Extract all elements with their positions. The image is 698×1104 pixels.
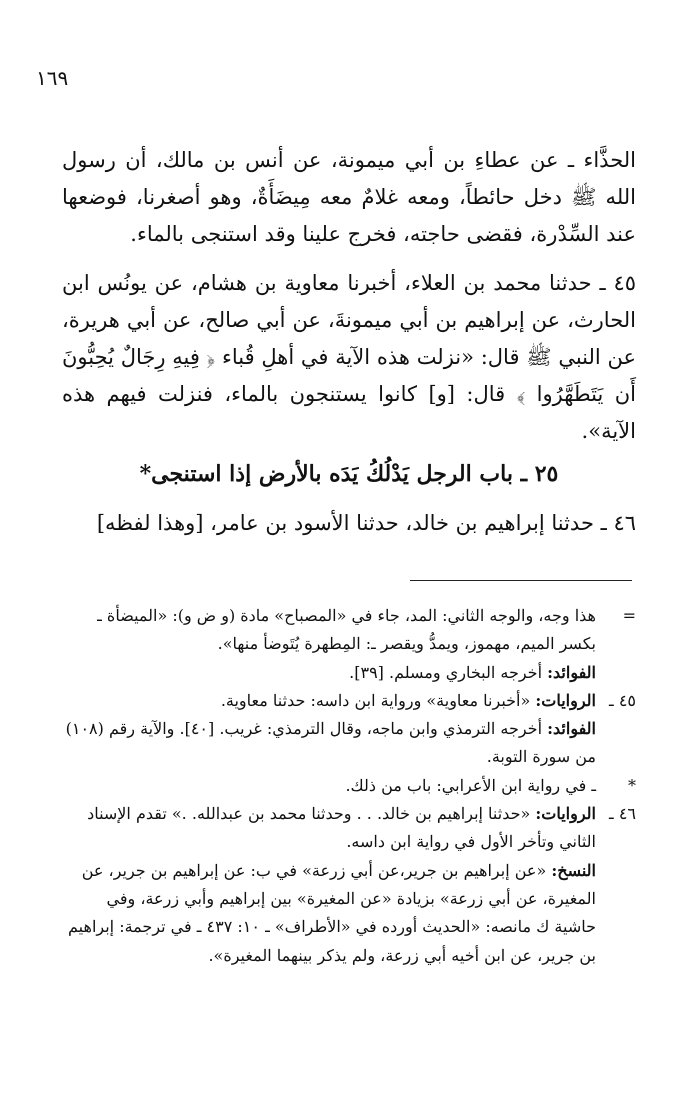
page-number: ١٦٩ <box>36 66 69 90</box>
footnote-text: «أخبرنا معاوية» ورواية ابن داسه: حدثنا معاوية. <box>220 690 531 710</box>
footnote-marker: = <box>622 606 636 625</box>
paragraph-hadith-46: ٤٦ ـ حدثنا إبراهيم بن خالد، حدثنا الأسود بن عامر، [وهذا لفظه] <box>96 511 636 535</box>
footnote-marker: ٤٥ ـ <box>609 690 636 710</box>
footnote-entry <box>62 715 636 772</box>
footnote-label: الفوائد: <box>547 662 596 682</box>
footnote-entry <box>62 602 636 659</box>
footnote-entry <box>62 772 636 800</box>
footnote-divider <box>410 580 632 581</box>
footnote-text: «عن إبراهيم بن جرير،عن أبي زرعة» في ب: عن إبراهيم بن جرير، عن المغيرة، عن أبي زرعة» بزيادة «عن المغيرة» بين إبراهيم وأبي زرعة، وفي حاشية ك مانصه: «الحديث أورده في «الأطراف» ـ ١٠: ٤٣٧ ـ في ترجمة: إبراهيم بن جرير، عن ابن أخيه أبي زرعة، ولم يذكر بينهما المغيرة». <box>68 860 596 965</box>
footnote-marker: ٤٦ ـ <box>609 804 636 824</box>
footnote-marker: * <box>628 775 636 795</box>
footnote-text: أخرجه الترمذي وابن ماجه، وقال الترمذي: غريب. [٤٠]. والآية رقم (١٠٨) من سورة التوبة. <box>65 719 596 767</box>
footnote-label: الفوائد: <box>547 719 596 739</box>
footnote-label: الروايات: <box>535 690 596 710</box>
footnote-label: الروايات: <box>535 804 596 824</box>
paragraph-hadith-45: ٤٥ ـ حدثنا محمد بن العلاء، أخبرنا معاوية بن هشام، عن يونُس ابن الحارث، عن إبراهيم بن أبي ميمونةَ، عن أبي صالح، عن أبي هريرة، عن النبي ﷺ قال: «نزلت هذه الآية في أهلِ قُباء ﴿ فِيهِ رِجَالٌ يُحِبُّونَ أَن يَتَطَهَّرُوا ﴾ قال: [و] كانوا يستنجون بالماء، فنزلت فيهم هذه الآية». <box>62 271 636 443</box>
footnote-text: هذا وجه، والوجه الثاني: المد، جاء في «المصباح» مادة (و ض و): «الميضأة ـ بكسر الميم، مهموز، ويمدُّ ويقصر ـ: المِطهرة يُتَوضأ منها». <box>97 606 596 654</box>
footnote-entry <box>62 800 636 857</box>
footnote-label: النسخ: <box>551 860 596 880</box>
footnote-entry <box>62 857 636 970</box>
footnote-entry <box>62 687 636 715</box>
footnotes <box>62 602 636 970</box>
footnote-entry <box>62 659 636 687</box>
paragraph-hadith-44-continued: الحذَّاء ـ عن عطاءِ بن أبي ميمونة، عن أنس بن مالك، أن رسول الله ﷺ دخل حائطاً، ومعه غلامٌ معه مِيضَأَةٌ، وهو أصغرنا، فوضعها عند السِّدْرة، فقضى حاجته، فخرج علينا وقد استنجى بالماء. <box>62 148 636 246</box>
main-text <box>62 142 636 554</box>
footnote-text: «حدثنا إبراهيم بن خالد. . . وحدثنا محمد بن عبدالله. .» تقدم الإسناد الثاني وتأخر الأول في رواية ابن داسه. <box>87 804 596 852</box>
footnote-text: ـ في رواية ابن الأعرابي: باب من ذلك. <box>345 775 596 795</box>
footnote-text: أخرجه البخاري ومسلم. [٣٩]. <box>349 662 543 682</box>
chapter-heading-25: ٢٥ ـ باب الرجل يَدْلُكُ يَدَه بالأرض إذا استنجى* <box>139 461 559 487</box>
